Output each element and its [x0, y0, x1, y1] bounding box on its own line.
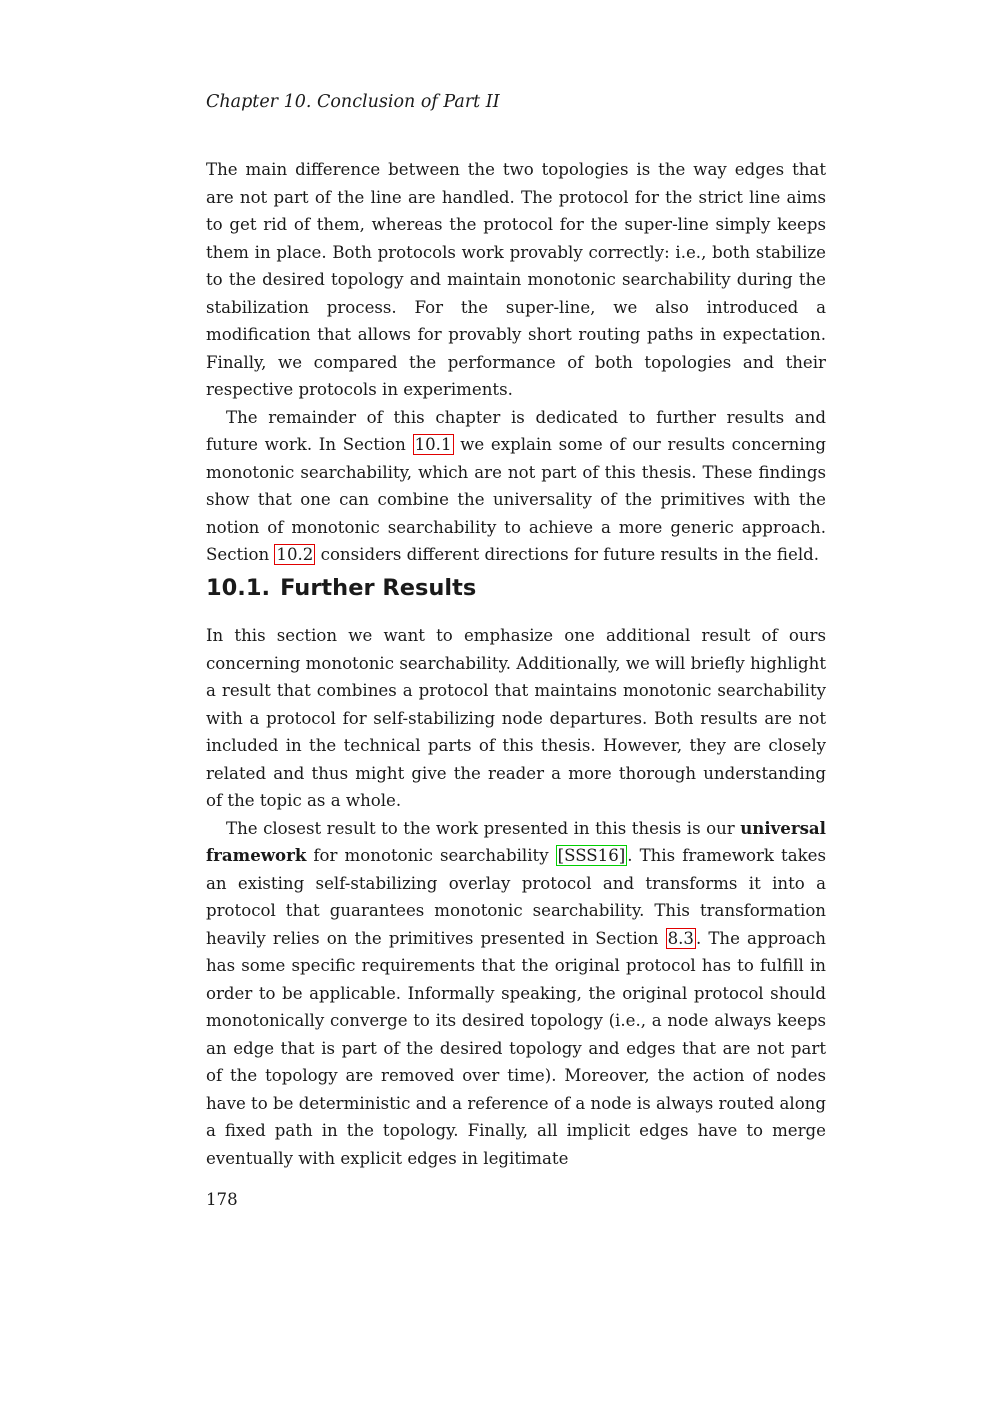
text-run: for monotonic searchability [306, 846, 556, 865]
section-ref-link-10-2[interactable]: 10.2 [276, 545, 314, 564]
bold-term: universal framework [206, 817, 826, 865]
section-paragraph-2 [206, 815, 826, 1173]
text-run: The remainder of this chapter is dedicated to further results and future work. In Section [206, 407, 826, 454]
section-heading [206, 572, 476, 604]
running-header: Chapter 10. Conclusion of Part II [206, 92, 500, 112]
text-run: we explain some of our results concerning monotonic searchability, which are not part of this thesis. These findings show that one can combine the universality of the primitives with the notion of monotonic searchability to achieve a more generic approach. Section [206, 435, 826, 564]
intro-paragraph-1: The main difference between the two topologies is the way edges that are not part of the line are handled. The protocol for the strict line aims to get rid of them, whereas the protocol for the super-line simply keeps them in place. Both protocols work provably correctly: i.e., both stabilize to the desired topology and maintain monotonic searchability during the stabilization process. For the super-line, we also introduced a modification that allows for provably short routing paths in expectation. Finally, we compared the performance of both topologies and their respective protocols in experiments. [206, 160, 826, 399]
text-run: The closest result to the work presented in this thesis is our [226, 818, 741, 838]
text-run: . This framework takes an existing self-stabilizing overlay protocol and transforms it into a protocol that guarantees monotonic searchability. This transformation heavily relies on the primitives presented in Section [206, 846, 826, 948]
text-run: . The approach has some specific requirements that the original protocol has to fulfill in order to be applicable. Informally speaking, the original protocol should monotonically converge to its desired topology (i.e., a node always keeps an edge that is part of the desired topology and edges that are not part of the topology are removed over time). Moreover, the action of nodes have to be deterministic and a reference of a node is always routed along a fixed path in the topology. Finally, all implicit edges have to merge eventually with explicit edges in legitimate [206, 928, 826, 1168]
section-number: 10.1. [206, 575, 271, 601]
section-paragraph-1: In this section we want to emphasize one additional result of ours concerning monotonic searchability. Additionally, we will briefly highlight a result that combines a protocol that maintains monotonic searchability with a protocol for self-stabilizing node departures. Both results are not included in the technical parts of this thesis. However, they are closely related and thus might give the reader a more thorough understanding of the topic as a whole. [206, 626, 826, 810]
section-title: Further Results [280, 575, 477, 601]
section-ref-link-8-3[interactable]: 8.3 [667, 928, 694, 948]
section-text-block [206, 622, 826, 1172]
section-ref-link-10-1[interactable]: 10.1 [414, 435, 452, 454]
intro-paragraph-2 [206, 404, 826, 569]
page-number: 178 [206, 1190, 238, 1209]
intro-text-block [206, 156, 826, 569]
text-run: considers different directions for future results in the field. [315, 545, 820, 564]
citation-link-sss16[interactable]: [SSS16] [557, 846, 626, 865]
